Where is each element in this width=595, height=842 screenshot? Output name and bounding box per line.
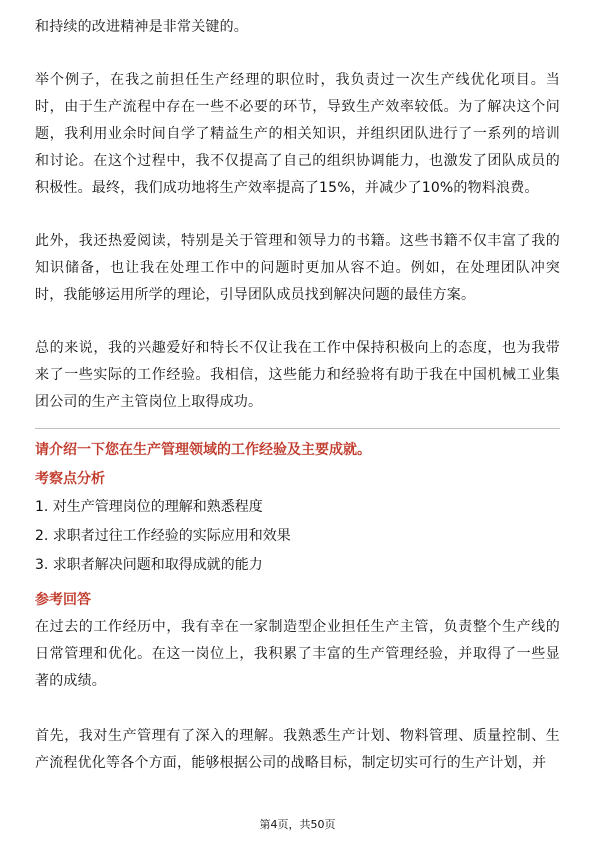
spacer bbox=[35, 309, 560, 335]
interview-question: 请介绍一下您在生产管理领域的工作经验及主要成就。 bbox=[35, 442, 371, 458]
analysis-item: 3. 求职者解决问题和取得成就的能力 bbox=[35, 557, 263, 573]
document-page bbox=[35, 14, 560, 777]
paragraph-example: 举个例子，在我之前担任生产经理的职位时，我负责过一次生产线优化项目。当时，由于生产流程中存在一些不必要的环节，导致生产效率较低。为了解决这个问题，我利用业余时间自学了精益生产的相关知识，并组织团队进行了一系列的培训和讨论。在这个过程中，我不仅提高了自己的组织协调能力，也激发了团队成员的积极性。最终，我们成功地将生产效率提高了15%，并减少了10%的物料浪费。 bbox=[35, 72, 560, 196]
spacer bbox=[35, 695, 560, 723]
analysis-item: 1. 对生产管理岗位的理解和熟悉程度 bbox=[35, 499, 263, 515]
section-divider bbox=[35, 428, 560, 429]
paragraph-continuation: 和持续的改进精神是非常关键的。 bbox=[35, 19, 248, 35]
analysis-item: 2. 求职者过往工作经验的实际应用和效果 bbox=[35, 528, 291, 544]
analysis-list bbox=[35, 493, 560, 580]
spacer bbox=[35, 202, 560, 228]
paragraph-reading: 此外，我还热爱阅读，特别是关于管理和领导力的书籍。这些书籍不仅丰富了我的知识储备，也让我在处理工作中的问题时更加从容不迫。例如，在处理团队冲突时，我能够运用所学的理论，引导团队成员找到解决问题的最佳方案。 bbox=[35, 233, 560, 303]
analysis-heading: 考察点分析 bbox=[35, 471, 105, 487]
paragraph-summary: 总的来说，我的兴趣爱好和特长不仅让我在工作中保持积极向上的态度，也为我带来了一些实际的工作经验。我相信，这些能力和经验将有助于我在中国机械工业集团公司的生产主管岗位上取得成功。 bbox=[35, 340, 560, 410]
answer-heading: 参考回答 bbox=[35, 592, 91, 608]
answer-paragraph: 首先，我对生产管理有了深入的理解。我熟悉生产计划、物料管理、质量控制、生产流程优化等各个方面，能够根据公司的战略目标，制定切实可行的生产计划，并 bbox=[35, 728, 560, 771]
answer-paragraph: 在过去的工作经历中，我有幸在一家制造型企业担任生产主管，负责整个生产线的日常管理和优化。在这一岗位上，我积累了丰富的生产管理经验，并取得了一些显著的成绩。 bbox=[35, 619, 560, 689]
spacer bbox=[35, 41, 560, 67]
page-number: 第4页，共50页 bbox=[259, 818, 336, 831]
